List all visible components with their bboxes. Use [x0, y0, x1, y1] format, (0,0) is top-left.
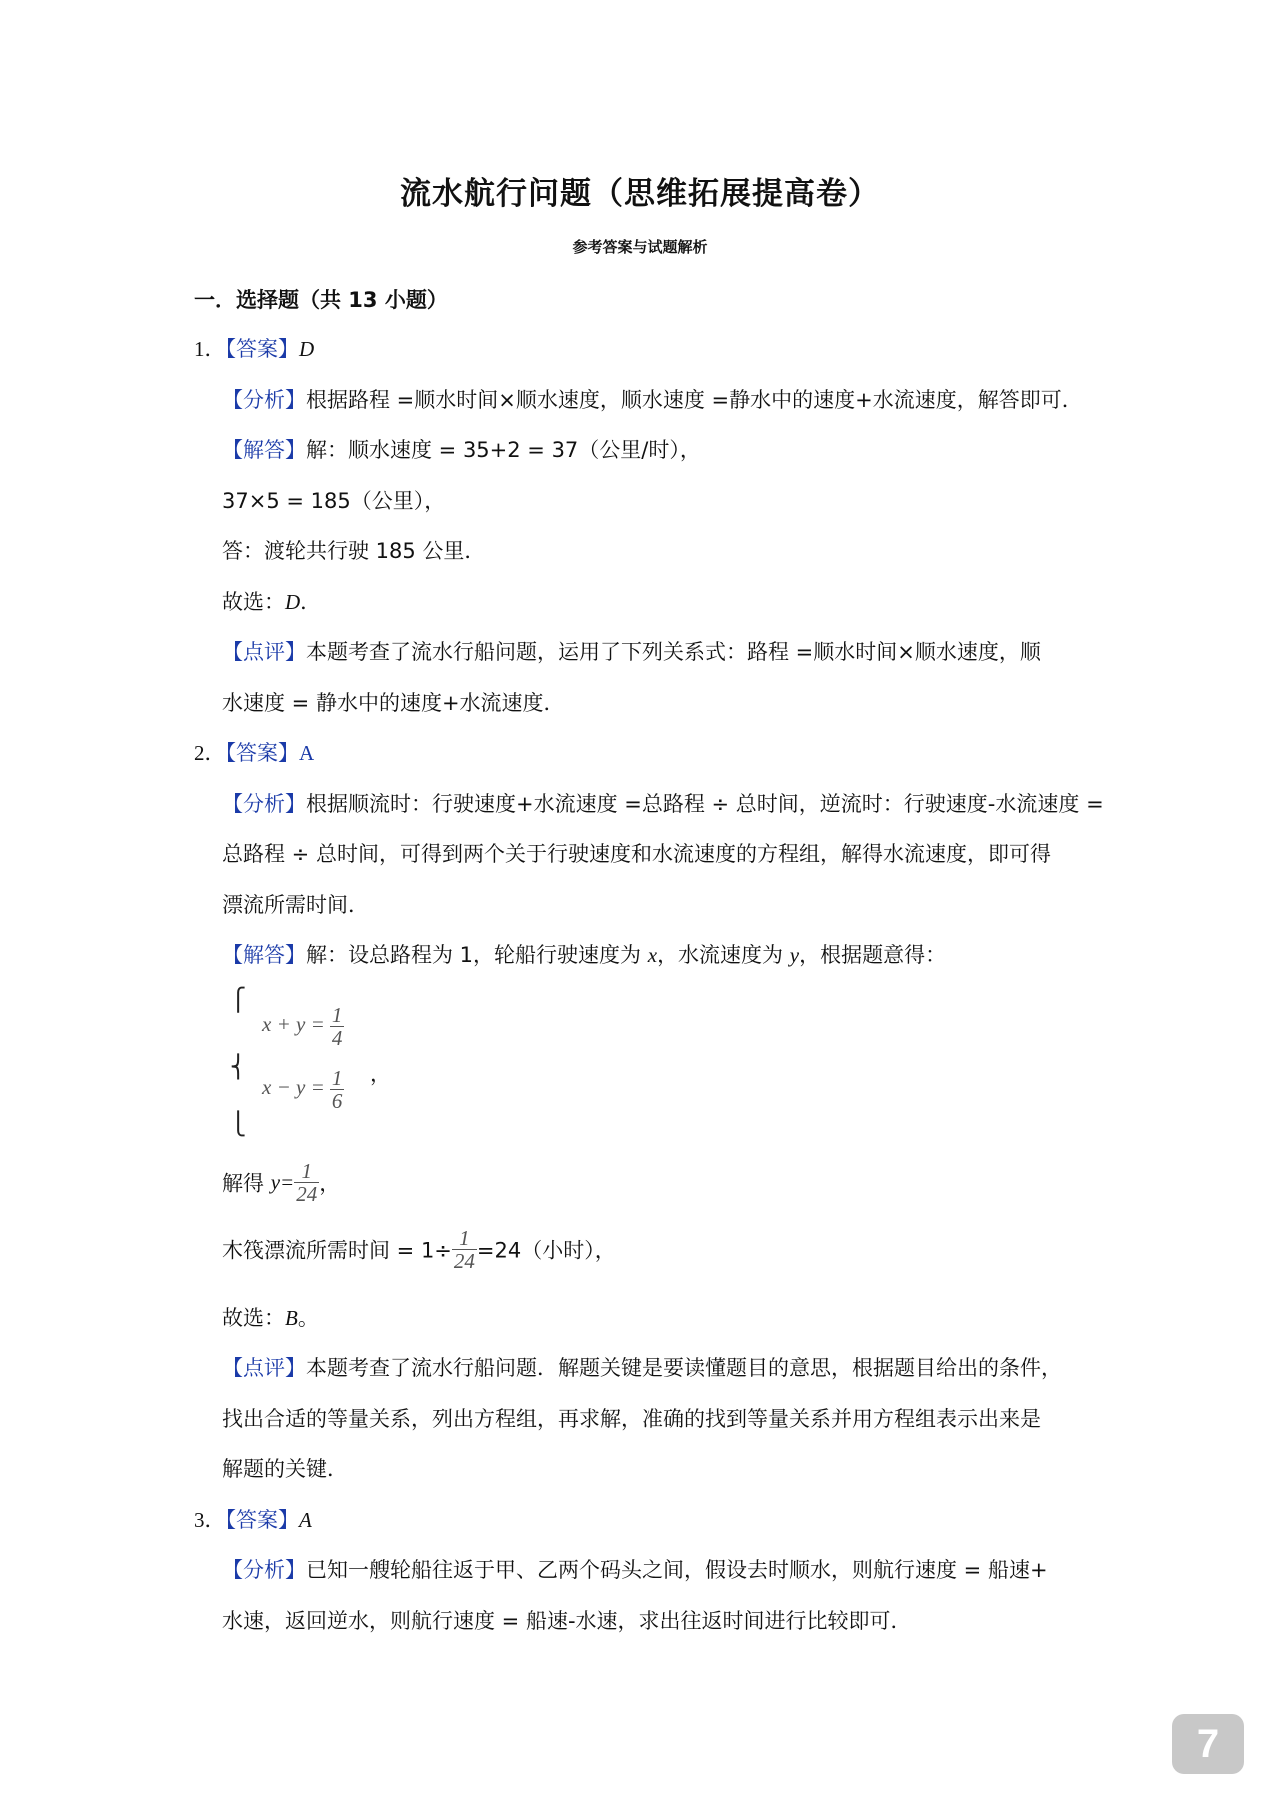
q2-comment-line-1: 本题考查了流水行船问题．解题关键是要读懂题目的意思，根据题目给出的条件，: [306, 1356, 1062, 1380]
q1-choose-prefix: 故选：: [222, 590, 285, 614]
brace-top: ⎧: [230, 988, 247, 1013]
q2-result-var: y=: [270, 1170, 295, 1195]
q2-comment-line-3: 解题的关键．: [222, 1457, 348, 1481]
q2-time: [222, 1227, 616, 1272]
q2-number: 2．: [194, 741, 226, 765]
q2-result-suffix: ，: [319, 1171, 341, 1196]
q1-comment-line-2: 水速度 = 静水中的速度+水流速度．: [222, 691, 565, 715]
q2-analysis-line-3: 漂流所需时间．: [222, 893, 369, 917]
eq1-denominator: 4: [331, 1026, 343, 1051]
q2-analysis-tag: 【分析】: [222, 792, 306, 816]
q2-var-y: y: [789, 943, 800, 967]
q2-analysis-line-2: 总路程 ÷ 总时间，可得到两个关于行驶速度和水流速度的方程组，解得水流速度，即可得: [222, 842, 1051, 866]
q1-answer-tag: 【答案】: [225, 337, 299, 361]
eq1-fraction: [330, 1004, 345, 1049]
q2-answer-tag: 【答案】: [225, 741, 299, 765]
q1-comment-line-1: 本题考查了流水行船问题，运用了下列关系式：路程 =顺水时间×顺水速度，顺: [306, 640, 1041, 664]
q2-result-fraction: [294, 1160, 319, 1205]
equation-2: [262, 1067, 344, 1112]
page-number-badge: 7: [1172, 1714, 1244, 1774]
q3-answer-line: [194, 1504, 312, 1534]
equation-comma: ，: [370, 1062, 391, 1086]
q2-result-prefix: 解得: [222, 1171, 264, 1196]
eq2-denominator: 6: [331, 1089, 343, 1114]
q2-analysis-line-1: 根据顺流时：行驶速度+水流速度 =总路程 ÷ 总时间，逆流时：行驶速度-水流速度 =: [306, 792, 1104, 816]
q2-solution-c: ，根据题意得：: [799, 943, 947, 967]
q1-analysis: [222, 384, 1083, 414]
q2-comment-tag: 【点评】: [222, 1356, 306, 1380]
q2-solution: [222, 939, 946, 969]
q2-time-fraction: [452, 1227, 477, 1272]
q1-comment: [222, 636, 1041, 666]
eq1-lhs: x + y =: [262, 1012, 325, 1037]
q2-choose-prefix: 故选：: [222, 1306, 285, 1330]
q3-analysis-line-2: 水速，返回逆水，则航行速度 = 船速-水速，求出往返时间进行比较即可．: [222, 1609, 912, 1633]
q2-answer-line: [194, 737, 314, 767]
q2-choose-value: B: [285, 1306, 298, 1330]
page-subtitle: 参考答案与试题解析: [572, 238, 708, 256]
q1-choose-value: D: [285, 590, 301, 614]
eq2-lhs: x − y =: [262, 1075, 325, 1100]
q2-var-x: x: [647, 943, 658, 967]
q1-solution: [222, 434, 701, 464]
q3-number: 3．: [194, 1508, 226, 1532]
equation-1: [262, 1004, 344, 1049]
eq1-numerator: 1: [331, 1003, 343, 1027]
q2-answer-value: A: [299, 741, 315, 765]
q2-time-suffix: =24（小时），: [476, 1238, 616, 1263]
q3-analysis: [222, 1554, 1048, 1584]
q1-solution-line-3: 答：渡轮共行驶 185 公里．: [222, 539, 486, 563]
q2-comment-line-2: 找出合适的等量关系，列出方程组，再求解，准确的找到等量关系并用方程组表示出来是: [222, 1407, 1041, 1431]
q1-choose: [222, 586, 321, 616]
eq2-fraction: [330, 1067, 345, 1112]
q1-answer-value: D: [299, 337, 315, 361]
q1-choose-suffix: ．: [300, 590, 322, 614]
q1-comment-tag: 【点评】: [222, 640, 306, 664]
page-title: 流水航行问题（思维拓展提高卷）: [400, 176, 880, 212]
q2-result: [222, 1160, 340, 1205]
q2-time-denominator: 24: [453, 1249, 475, 1274]
brace-mid: ⎨: [230, 1055, 247, 1080]
q2-solution-a: 解：设总路程为 1，轮船行驶速度为: [306, 943, 642, 967]
q1-solution-line-1: 解：顺水速度 = 35+2 = 37（公里/时），: [306, 438, 701, 462]
q1-analysis-tag: 【分析】: [222, 388, 306, 412]
q3-analysis-line-1: 已知一艘轮船往返于甲、乙两个码头之间，假设去时顺水，则航行速度 = 船速+: [306, 1558, 1048, 1582]
q1-analysis-text: 根据路程 =顺水时间×顺水速度，顺水速度 =静水中的速度+水流速度，解答即可．: [306, 388, 1083, 412]
brace-bottom: ⎩: [230, 1112, 247, 1137]
q3-answer-value: A: [299, 1508, 312, 1532]
q2-time-prefix: 木筏漂流所需时间 = 1÷: [222, 1238, 452, 1263]
q2-choose-suffix: 。: [297, 1306, 319, 1330]
q2-choose: [222, 1302, 319, 1332]
q2-solution-b: ，水流速度为: [657, 943, 784, 967]
q1-solution-tag: 【解答】: [222, 438, 306, 462]
q2-time-numerator: 1: [459, 1226, 470, 1250]
eq2-numerator: 1: [331, 1066, 343, 1090]
q1-solution-line-2: 37×5 = 185（公里），: [222, 489, 446, 513]
q2-result-denominator: 24: [296, 1182, 318, 1207]
q2-analysis: [222, 788, 1104, 818]
q2-result-numerator: 1: [301, 1159, 312, 1183]
q1-answer-line: [194, 333, 314, 363]
q3-analysis-tag: 【分析】: [222, 1558, 306, 1582]
section-heading: 一．选择题（共 13 小题）: [194, 288, 448, 312]
q1-number: 1．: [194, 337, 226, 361]
q2-comment: [222, 1352, 1062, 1382]
q3-answer-tag: 【答案】: [225, 1508, 299, 1532]
q2-solution-tag: 【解答】: [222, 943, 306, 967]
